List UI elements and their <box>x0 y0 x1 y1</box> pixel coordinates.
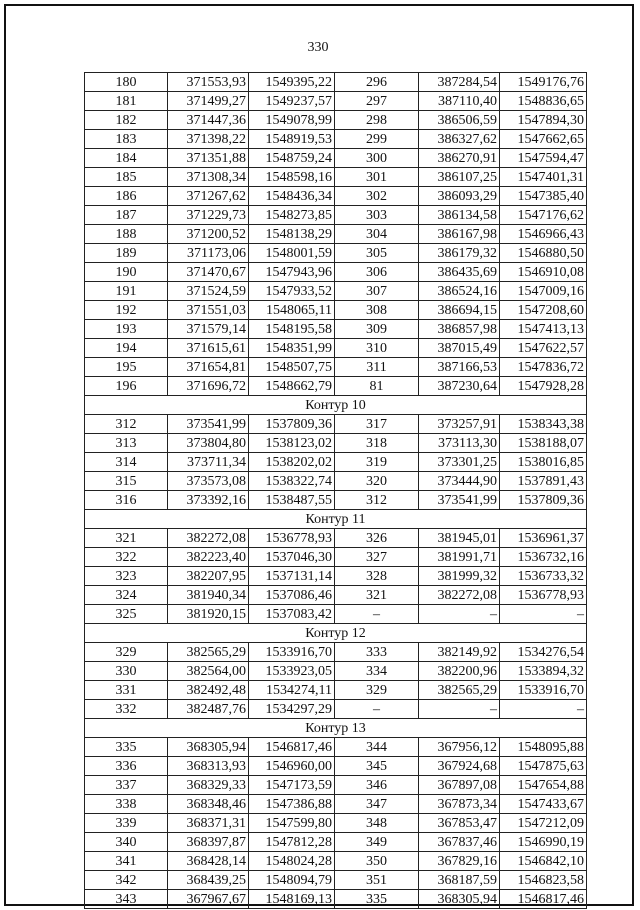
table-cell: 1533916,70 <box>500 681 587 700</box>
table-row <box>85 130 587 149</box>
table-cell: 1547594,47 <box>500 149 587 168</box>
table-cell: 301 <box>335 168 419 187</box>
table-cell: 386167,98 <box>419 225 500 244</box>
table-cell: 1547933,52 <box>249 282 335 301</box>
table-row <box>85 871 587 890</box>
table-cell: 1548065,11 <box>249 301 335 320</box>
table-cell: 386327,62 <box>419 130 500 149</box>
table-cell: 1538343,38 <box>500 415 587 434</box>
table-cell: 1536732,16 <box>500 548 587 567</box>
table-cell: 321 <box>335 586 419 605</box>
table-row <box>85 643 587 662</box>
table-cell: 386134,58 <box>419 206 500 225</box>
table-cell: 1546960,00 <box>249 757 335 776</box>
table-cell: 1546880,50 <box>500 244 587 263</box>
table-cell: 1549237,57 <box>249 92 335 111</box>
table-cell: 296 <box>335 73 419 92</box>
table-cell: 371308,34 <box>168 168 249 187</box>
table-cell: 373541,99 <box>168 415 249 434</box>
contour-header-row <box>85 396 587 415</box>
table-cell: 1547622,57 <box>500 339 587 358</box>
table-cell: 1537809,36 <box>500 491 587 510</box>
table-cell: 382149,92 <box>419 643 500 662</box>
table-row <box>85 415 587 434</box>
table-row <box>85 339 587 358</box>
table-cell: 187 <box>85 206 168 225</box>
table-cell: 373804,80 <box>168 434 249 453</box>
table-cell: 328 <box>335 567 419 586</box>
table-cell: – <box>335 605 419 624</box>
table-cell: 1548351,99 <box>249 339 335 358</box>
table-cell: 368305,94 <box>168 738 249 757</box>
table-row <box>85 852 587 871</box>
table-cell: 1547173,59 <box>249 776 335 795</box>
table-cell: 190 <box>85 263 168 282</box>
table-cell: 345 <box>335 757 419 776</box>
table-cell: 1546817,46 <box>500 890 587 909</box>
table-cell: 386524,16 <box>419 282 500 301</box>
table-cell: 373257,91 <box>419 415 500 434</box>
table-cell: 196 <box>85 377 168 396</box>
table-cell: 387015,49 <box>419 339 500 358</box>
table-cell: 387166,53 <box>419 358 500 377</box>
table-row <box>85 472 587 491</box>
table-cell: 1547176,62 <box>500 206 587 225</box>
table-cell: 371200,52 <box>168 225 249 244</box>
table-cell: 382272,08 <box>168 529 249 548</box>
table-cell: 300 <box>335 149 419 168</box>
table-cell: – <box>500 700 587 719</box>
table-cell: 334 <box>335 662 419 681</box>
table-cell: 367873,34 <box>419 795 500 814</box>
table-cell: 371470,67 <box>168 263 249 282</box>
table-cell: 367924,68 <box>419 757 500 776</box>
table-cell: 340 <box>85 833 168 852</box>
table-row <box>85 111 587 130</box>
table-cell: 343 <box>85 890 168 909</box>
table-cell: 1548436,34 <box>249 187 335 206</box>
table-cell: 182 <box>85 111 168 130</box>
table-row <box>85 548 587 567</box>
table-cell: 189 <box>85 244 168 263</box>
table-cell: 181 <box>85 92 168 111</box>
table-cell: 371654,81 <box>168 358 249 377</box>
table-cell: 338 <box>85 795 168 814</box>
table-cell: 1549176,76 <box>500 73 587 92</box>
table-cell: 367956,12 <box>419 738 500 757</box>
table-cell: 367897,08 <box>419 776 500 795</box>
table-cell: 185 <box>85 168 168 187</box>
table-cell: 335 <box>85 738 168 757</box>
table-cell: 1546823,58 <box>500 871 587 890</box>
table-cell: 1537086,46 <box>249 586 335 605</box>
table-cell: 382565,29 <box>419 681 500 700</box>
table-cell: 302 <box>335 187 419 206</box>
table-cell: 310 <box>335 339 419 358</box>
table-cell: 326 <box>335 529 419 548</box>
table-cell: 315 <box>85 472 168 491</box>
table-cell: 313 <box>85 434 168 453</box>
table-cell: 1548507,75 <box>249 358 335 377</box>
table-cell: 382487,76 <box>168 700 249 719</box>
table-cell: 1548138,29 <box>249 225 335 244</box>
page-number: 330 <box>307 40 329 55</box>
table-cell: 1548195,58 <box>249 320 335 339</box>
table-cell: 1537809,36 <box>249 415 335 434</box>
table-cell: 386435,69 <box>419 263 500 282</box>
table-cell: 1533923,05 <box>249 662 335 681</box>
table-cell: 1547812,28 <box>249 833 335 852</box>
table-cell: 1546842,10 <box>500 852 587 871</box>
table-row <box>85 282 587 301</box>
table-cell: 336 <box>85 757 168 776</box>
table-cell: 1548273,85 <box>249 206 335 225</box>
table-cell: 1537083,42 <box>249 605 335 624</box>
table-cell: 1547212,09 <box>500 814 587 833</box>
contour-header-row <box>85 719 587 738</box>
table-cell: 371173,06 <box>168 244 249 263</box>
table-cell: 381945,01 <box>419 529 500 548</box>
table-row <box>85 301 587 320</box>
table-cell: 311 <box>335 358 419 377</box>
table-cell: 367967,67 <box>168 890 249 909</box>
table-cell: 1537046,30 <box>249 548 335 567</box>
table-row <box>85 358 587 377</box>
table-cell: 1547385,40 <box>500 187 587 206</box>
table-cell: 1547401,31 <box>500 168 587 187</box>
table-cell: 318 <box>335 434 419 453</box>
table-cell: 1547875,63 <box>500 757 587 776</box>
table-row <box>85 567 587 586</box>
table-cell: 329 <box>335 681 419 700</box>
table-cell: 1537891,43 <box>500 472 587 491</box>
table-cell: 1546966,43 <box>500 225 587 244</box>
table-cell: 1548662,79 <box>249 377 335 396</box>
table-cell: 1547654,88 <box>500 776 587 795</box>
table-row <box>85 776 587 795</box>
table-cell: 386107,25 <box>419 168 500 187</box>
table-cell: 183 <box>85 130 168 149</box>
table-cell: 386270,91 <box>419 149 500 168</box>
table-cell: 367829,16 <box>419 852 500 871</box>
table-cell: 1546817,46 <box>249 738 335 757</box>
table-cell: 1533916,70 <box>249 643 335 662</box>
table-cell: 1547662,65 <box>500 130 587 149</box>
table-cell: 299 <box>335 130 419 149</box>
table-cell: 1547599,80 <box>249 814 335 833</box>
table-cell: 381940,34 <box>168 586 249 605</box>
table-cell: 347 <box>335 795 419 814</box>
table-cell: 184 <box>85 149 168 168</box>
contour-header-row <box>85 510 587 529</box>
table-cell: 1547836,72 <box>500 358 587 377</box>
table-cell: 368397,87 <box>168 833 249 852</box>
table-row <box>85 92 587 111</box>
table-cell: 387230,64 <box>419 377 500 396</box>
table-cell: 188 <box>85 225 168 244</box>
table-cell: 371398,22 <box>168 130 249 149</box>
table-cell: 324 <box>85 586 168 605</box>
table-row <box>85 168 587 187</box>
table-row <box>85 890 587 909</box>
table-cell: 368439,25 <box>168 871 249 890</box>
table-cell: 319 <box>335 453 419 472</box>
table-cell: 342 <box>85 871 168 890</box>
table-cell: 371553,93 <box>168 73 249 92</box>
table-cell: 1546910,08 <box>500 263 587 282</box>
table-cell: 1548094,79 <box>249 871 335 890</box>
table-row <box>85 187 587 206</box>
table-cell: 1547413,13 <box>500 320 587 339</box>
table-cell: 386179,32 <box>419 244 500 263</box>
table-cell: 193 <box>85 320 168 339</box>
table-cell: 386694,15 <box>419 301 500 320</box>
table-cell: 367837,46 <box>419 833 500 852</box>
table-cell: 368313,93 <box>168 757 249 776</box>
table-cell: 314 <box>85 453 168 472</box>
table-cell: 371447,36 <box>168 111 249 130</box>
table-cell: 1549078,99 <box>249 111 335 130</box>
table-row <box>85 662 587 681</box>
table-cell: 1547208,60 <box>500 301 587 320</box>
table-cell: 368348,46 <box>168 795 249 814</box>
table-cell: 312 <box>335 491 419 510</box>
table-cell: 1547386,88 <box>249 795 335 814</box>
table-cell: 373444,90 <box>419 472 500 491</box>
table-cell: 304 <box>335 225 419 244</box>
table-cell: 1538487,55 <box>249 491 335 510</box>
contour-label: Контур 12 <box>85 624 587 643</box>
table-cell: 382207,95 <box>168 567 249 586</box>
table-cell: 1547928,28 <box>500 377 587 396</box>
table-cell: – <box>335 700 419 719</box>
table-cell: 381999,32 <box>419 567 500 586</box>
table-row <box>85 320 587 339</box>
table-cell: 1548836,65 <box>500 92 587 111</box>
table-cell: 1536733,32 <box>500 567 587 586</box>
table-cell: – <box>500 605 587 624</box>
table-row <box>85 605 587 624</box>
table-cell: 1546990,19 <box>500 833 587 852</box>
table-cell: 308 <box>335 301 419 320</box>
contour-label: Контур 10 <box>85 396 587 415</box>
table-cell: 382200,96 <box>419 662 500 681</box>
table-cell: 1537131,14 <box>249 567 335 586</box>
table-cell: 1548095,88 <box>500 738 587 757</box>
table-cell: 327 <box>335 548 419 567</box>
table-cell: 368187,59 <box>419 871 500 890</box>
table-cell: 316 <box>85 491 168 510</box>
table-cell: 348 <box>335 814 419 833</box>
table-cell: 344 <box>335 738 419 757</box>
table-cell: 371267,62 <box>168 187 249 206</box>
table-cell: 351 <box>335 871 419 890</box>
table-cell: 1547009,16 <box>500 282 587 301</box>
table-cell: 1548024,28 <box>249 852 335 871</box>
table-row <box>85 681 587 700</box>
table-cell: 371499,27 <box>168 92 249 111</box>
table-cell: 1534274,11 <box>249 681 335 700</box>
table-row <box>85 833 587 852</box>
table-cell: 371615,61 <box>168 339 249 358</box>
table-cell: 329 <box>85 643 168 662</box>
table-cell: 1538202,02 <box>249 453 335 472</box>
table-cell: 337 <box>85 776 168 795</box>
table-cell: 371551,03 <box>168 301 249 320</box>
table-cell: 1536778,93 <box>249 529 335 548</box>
table-cell: 332 <box>85 700 168 719</box>
table-cell: 382492,48 <box>168 681 249 700</box>
table-cell: 386093,29 <box>419 187 500 206</box>
table-cell: 321 <box>85 529 168 548</box>
table-row <box>85 529 587 548</box>
table-cell: 81 <box>335 377 419 396</box>
table-cell: 331 <box>85 681 168 700</box>
table-cell: 1547894,30 <box>500 111 587 130</box>
table-row <box>85 244 587 263</box>
table-cell: 186 <box>85 187 168 206</box>
table-cell: 1547943,96 <box>249 263 335 282</box>
table-cell: 382564,00 <box>168 662 249 681</box>
table-row <box>85 738 587 757</box>
table-row <box>85 491 587 510</box>
table-cell: 371579,14 <box>168 320 249 339</box>
table-cell: 381920,15 <box>168 605 249 624</box>
table-cell: 373113,30 <box>419 434 500 453</box>
table-cell: 1533894,32 <box>500 662 587 681</box>
table-cell: 306 <box>335 263 419 282</box>
table-cell: 325 <box>85 605 168 624</box>
table-cell: – <box>419 605 500 624</box>
table-cell: 386506,59 <box>419 111 500 130</box>
table-row <box>85 434 587 453</box>
table-cell: 297 <box>335 92 419 111</box>
table-cell: 309 <box>335 320 419 339</box>
table-cell: 373573,08 <box>168 472 249 491</box>
table-cell: 373711,34 <box>168 453 249 472</box>
table-row <box>85 757 587 776</box>
table-cell: 322 <box>85 548 168 567</box>
table-cell: 368329,33 <box>168 776 249 795</box>
table-cell: 371229,73 <box>168 206 249 225</box>
table-row <box>85 206 587 225</box>
table-cell: 195 <box>85 358 168 377</box>
table-cell: 1538016,85 <box>500 453 587 472</box>
table-cell: 307 <box>335 282 419 301</box>
table-cell: 373301,25 <box>419 453 500 472</box>
table-cell: 371351,88 <box>168 149 249 168</box>
table-cell: 320 <box>335 472 419 491</box>
table-cell: 368305,94 <box>419 890 500 909</box>
table-cell: 305 <box>335 244 419 263</box>
table-cell: 333 <box>335 643 419 662</box>
table-row <box>85 263 587 282</box>
table-cell: 1534276,54 <box>500 643 587 662</box>
table-cell: 1538188,07 <box>500 434 587 453</box>
table-cell: 303 <box>335 206 419 225</box>
coordinates-table <box>84 72 587 909</box>
table-cell: 387110,40 <box>419 92 500 111</box>
table-cell: 317 <box>335 415 419 434</box>
table-cell: 1548759,24 <box>249 149 335 168</box>
table-cell: 1548598,16 <box>249 168 335 187</box>
table-cell: 1536778,93 <box>500 586 587 605</box>
table-cell: 1538322,74 <box>249 472 335 491</box>
table-cell: 339 <box>85 814 168 833</box>
table-cell: 373541,99 <box>419 491 500 510</box>
table-cell: 382272,08 <box>419 586 500 605</box>
table-cell: 180 <box>85 73 168 92</box>
table-cell: 1536961,37 <box>500 529 587 548</box>
table-cell: 382223,40 <box>168 548 249 567</box>
table-cell: 1548919,53 <box>249 130 335 149</box>
table-cell: 386857,98 <box>419 320 500 339</box>
table-cell: 382565,29 <box>168 643 249 662</box>
table-cell: 371696,72 <box>168 377 249 396</box>
table-cell: 330 <box>85 662 168 681</box>
table-row <box>85 73 587 92</box>
table-row <box>85 586 587 605</box>
table-cell: 1534297,29 <box>249 700 335 719</box>
table-cell: 371524,59 <box>168 282 249 301</box>
table-row <box>85 377 587 396</box>
table-row <box>85 149 587 168</box>
table-cell: 1548169,13 <box>249 890 335 909</box>
table-row <box>85 795 587 814</box>
table-cell: 194 <box>85 339 168 358</box>
table-cell: 381991,71 <box>419 548 500 567</box>
table-cell: 346 <box>335 776 419 795</box>
table-cell: 1549395,22 <box>249 73 335 92</box>
table-cell: 350 <box>335 852 419 871</box>
table-cell: – <box>419 700 500 719</box>
table-cell: 312 <box>85 415 168 434</box>
table-cell: 387284,54 <box>419 73 500 92</box>
table-cell: 368371,31 <box>168 814 249 833</box>
table-cell: 323 <box>85 567 168 586</box>
table-row <box>85 225 587 244</box>
table-cell: 368428,14 <box>168 852 249 871</box>
table-cell: 1548001,59 <box>249 244 335 263</box>
contour-label: Контур 11 <box>85 510 587 529</box>
table-cell: 298 <box>335 111 419 130</box>
table-row <box>85 700 587 719</box>
table-cell: 191 <box>85 282 168 301</box>
table-row <box>85 453 587 472</box>
table-cell: 367853,47 <box>419 814 500 833</box>
contour-label: Контур 13 <box>85 719 587 738</box>
table-cell: 1547433,67 <box>500 795 587 814</box>
table-cell: 335 <box>335 890 419 909</box>
table-cell: 341 <box>85 852 168 871</box>
table-row <box>85 814 587 833</box>
table-cell: 192 <box>85 301 168 320</box>
contour-header-row <box>85 624 587 643</box>
table-cell: 1538123,02 <box>249 434 335 453</box>
table-cell: 373392,16 <box>168 491 249 510</box>
table-cell: 349 <box>335 833 419 852</box>
